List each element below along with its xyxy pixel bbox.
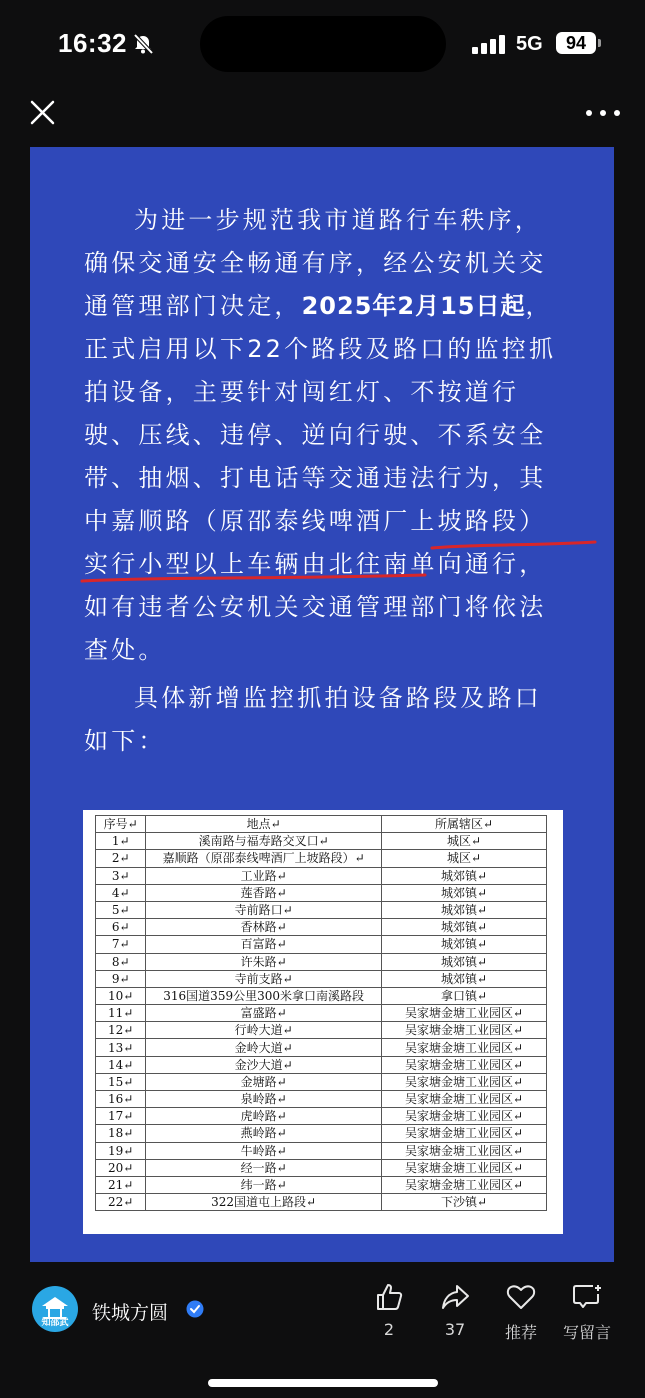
status-bar	[0, 0, 645, 90]
table-row	[96, 1176, 547, 1193]
row-index: 4↵	[96, 884, 146, 901]
row-index: 15↵	[96, 1073, 146, 1090]
battery-tip	[598, 39, 601, 47]
row-location: 许朱路↵	[146, 953, 382, 970]
row-district: 吴家塘金塘工业园区↵	[381, 1073, 546, 1090]
row-index: 20↵	[96, 1159, 146, 1176]
table-row	[96, 901, 547, 918]
row-location: 富盛路↵	[146, 1005, 382, 1022]
row-index: 1↵	[96, 833, 146, 850]
recommend-button[interactable]	[491, 1282, 551, 1343]
table-row	[96, 884, 547, 901]
row-district: 吴家塘金塘工业园区↵	[381, 1176, 546, 1193]
article-paragraph-2: 具体新增监控抓拍设备路段及路口如下：	[84, 684, 542, 755]
row-location: 行岭大道↵	[146, 1022, 382, 1039]
battery-level: 94	[556, 32, 596, 54]
row-location: 纬一路↵	[146, 1176, 382, 1193]
row-index: 21↵	[96, 1176, 146, 1193]
para1-date: 2025年2月15日起	[301, 292, 526, 320]
table-row	[96, 867, 547, 884]
row-district: 城郊镇↵	[381, 867, 546, 884]
row-location: 溪南路与福寿路交叉口↵	[146, 833, 382, 850]
share-count: 37	[444, 1320, 466, 1339]
row-district: 吴家塘金塘工业园区↵	[381, 1159, 546, 1176]
comment-label: 写留言	[562, 1323, 611, 1342]
table-row	[96, 1142, 547, 1159]
row-index: 13↵	[96, 1039, 146, 1056]
row-index: 22↵	[96, 1194, 146, 1211]
row-location: 金岭大道↵	[146, 1039, 382, 1056]
red-underline-mark	[430, 540, 600, 570]
monitoring-table-image	[83, 810, 563, 1234]
header-district: 所属辖区↵	[381, 816, 546, 833]
red-underline-mark-2	[80, 567, 430, 597]
row-location: 嘉顺路（原邵泰线啤酒厂上坡路段）↵	[146, 850, 382, 867]
row-district: 下沙镇↵	[381, 1194, 546, 1211]
row-district: 城郊镇↵	[381, 901, 546, 918]
row-district: 拿口镇↵	[381, 987, 546, 1004]
table-row	[96, 953, 547, 970]
row-index: 16↵	[96, 1091, 146, 1108]
account-avatar[interactable]	[32, 1286, 78, 1332]
row-location: 寺前支路↵	[146, 970, 382, 987]
table-row	[96, 1039, 547, 1056]
recommend-label: 推荐	[504, 1323, 537, 1342]
row-district: 吴家塘金塘工业园区↵	[381, 1125, 546, 1142]
row-district: 吴家塘金塘工业园区↵	[381, 1091, 546, 1108]
close-icon[interactable]	[28, 98, 58, 128]
verified-icon	[186, 1300, 204, 1318]
row-location: 牛岭路↵	[146, 1142, 382, 1159]
home-indicator[interactable]	[208, 1379, 438, 1387]
row-index: 17↵	[96, 1108, 146, 1125]
row-location: 工业路↵	[146, 867, 382, 884]
share-button[interactable]	[425, 1282, 485, 1339]
table-row	[96, 987, 547, 1004]
row-location: 虎岭路↵	[146, 1108, 382, 1125]
row-location: 燕岭路↵	[146, 1125, 382, 1142]
row-location: 百富路↵	[146, 936, 382, 953]
table-row	[96, 936, 547, 953]
row-district: 城郊镇↵	[381, 970, 546, 987]
table-row	[96, 919, 547, 936]
table-row	[96, 1073, 547, 1090]
bell-slash-icon	[132, 33, 154, 55]
table-row	[96, 1005, 547, 1022]
row-index: 9↵	[96, 970, 146, 987]
row-district: 城郊镇↵	[381, 953, 546, 970]
row-index: 12↵	[96, 1022, 146, 1039]
heart-icon	[506, 1282, 536, 1312]
dynamic-island	[200, 16, 446, 72]
article-paragraph-1	[84, 199, 568, 672]
table-row	[96, 970, 547, 987]
header-index: 序号↵	[96, 816, 146, 833]
like-icon	[374, 1282, 404, 1312]
more-icon[interactable]	[586, 108, 620, 118]
like-button[interactable]	[359, 1282, 419, 1339]
row-district: 吴家塘金塘工业园区↵	[381, 1005, 546, 1022]
row-index: 18↵	[96, 1125, 146, 1142]
share-icon	[440, 1282, 470, 1312]
table-row	[96, 850, 547, 867]
comment-icon	[571, 1282, 603, 1312]
row-location: 金塘路↵	[146, 1073, 382, 1090]
network-type: 5G	[516, 33, 543, 55]
header-location: 地点↵	[146, 816, 382, 833]
row-district: 吴家塘金塘工业园区↵	[381, 1039, 546, 1056]
monitoring-table	[95, 815, 547, 1211]
row-district: 吴家塘金塘工业园区↵	[381, 1056, 546, 1073]
row-index: 2↵	[96, 850, 146, 867]
para1-text-b: ，正式启用以下22个路段及路口的监控抓拍设备，主要针对闯红灯、不按道行驶、压线、违停、逆向行驶、不系安全带、抽烟、打电话等交通违法行为，其中嘉顺路（原邵泰线啤酒厂上坡路段）实行小型以上车辆由北往南单向通行，如有违者公安机关交通管理部门将依法查处。	[84, 292, 557, 664]
row-index: 14↵	[96, 1056, 146, 1073]
row-location: 316国道359公里300米拿口南溪路段	[146, 987, 382, 1004]
row-index: 10↵	[96, 987, 146, 1004]
row-index: 7↵	[96, 936, 146, 953]
table-row	[96, 1194, 547, 1211]
row-index: 3↵	[96, 867, 146, 884]
para1-text-a: 为进一步规范我市道路行车秩序，确保交通安全畅通有序，经公安机关交通管理部门决定，	[84, 206, 547, 320]
row-district: 吴家塘金塘工业园区↵	[381, 1108, 546, 1125]
row-location: 香林路↵	[146, 919, 382, 936]
row-district: 城郊镇↵	[381, 919, 546, 936]
row-district: 城郊镇↵	[381, 936, 546, 953]
row-index: 8↵	[96, 953, 146, 970]
row-index: 19↵	[96, 1142, 146, 1159]
bottom-bar	[0, 1262, 645, 1398]
row-location: 322国道屯上路段↵	[146, 1194, 382, 1211]
table-row	[96, 1091, 547, 1108]
table-header-row	[96, 816, 547, 833]
row-location: 泉岭路↵	[146, 1091, 382, 1108]
table-body	[96, 833, 547, 1211]
table-row	[96, 833, 547, 850]
row-index: 11↵	[96, 1005, 146, 1022]
row-district: 吴家塘金塘工业园区↵	[381, 1142, 546, 1159]
like-count: 2	[383, 1320, 395, 1339]
row-index: 6↵	[96, 919, 146, 936]
row-location: 寺前路口↵	[146, 901, 382, 918]
row-district: 城区↵	[381, 850, 546, 867]
table-row	[96, 1022, 547, 1039]
row-location: 金沙大道↵	[146, 1056, 382, 1073]
table-row	[96, 1159, 547, 1176]
table-row	[96, 1125, 547, 1142]
row-location: 经一路↵	[146, 1159, 382, 1176]
row-district: 吴家塘金塘工业园区↵	[381, 1022, 546, 1039]
row-location: 莲香路↵	[146, 884, 382, 901]
article-image	[30, 147, 614, 1262]
logo-text: 知邵武	[41, 1318, 69, 1328]
account-name[interactable]: 铁城方圆	[92, 1302, 169, 1324]
row-district: 城郊镇↵	[381, 884, 546, 901]
row-district: 城区↵	[381, 833, 546, 850]
comment-button[interactable]	[557, 1282, 617, 1343]
signal-icon	[472, 34, 508, 54]
status-time: 16:32	[58, 28, 127, 58]
table-row	[96, 1056, 547, 1073]
row-index: 5↵	[96, 901, 146, 918]
table-row	[96, 1108, 547, 1125]
